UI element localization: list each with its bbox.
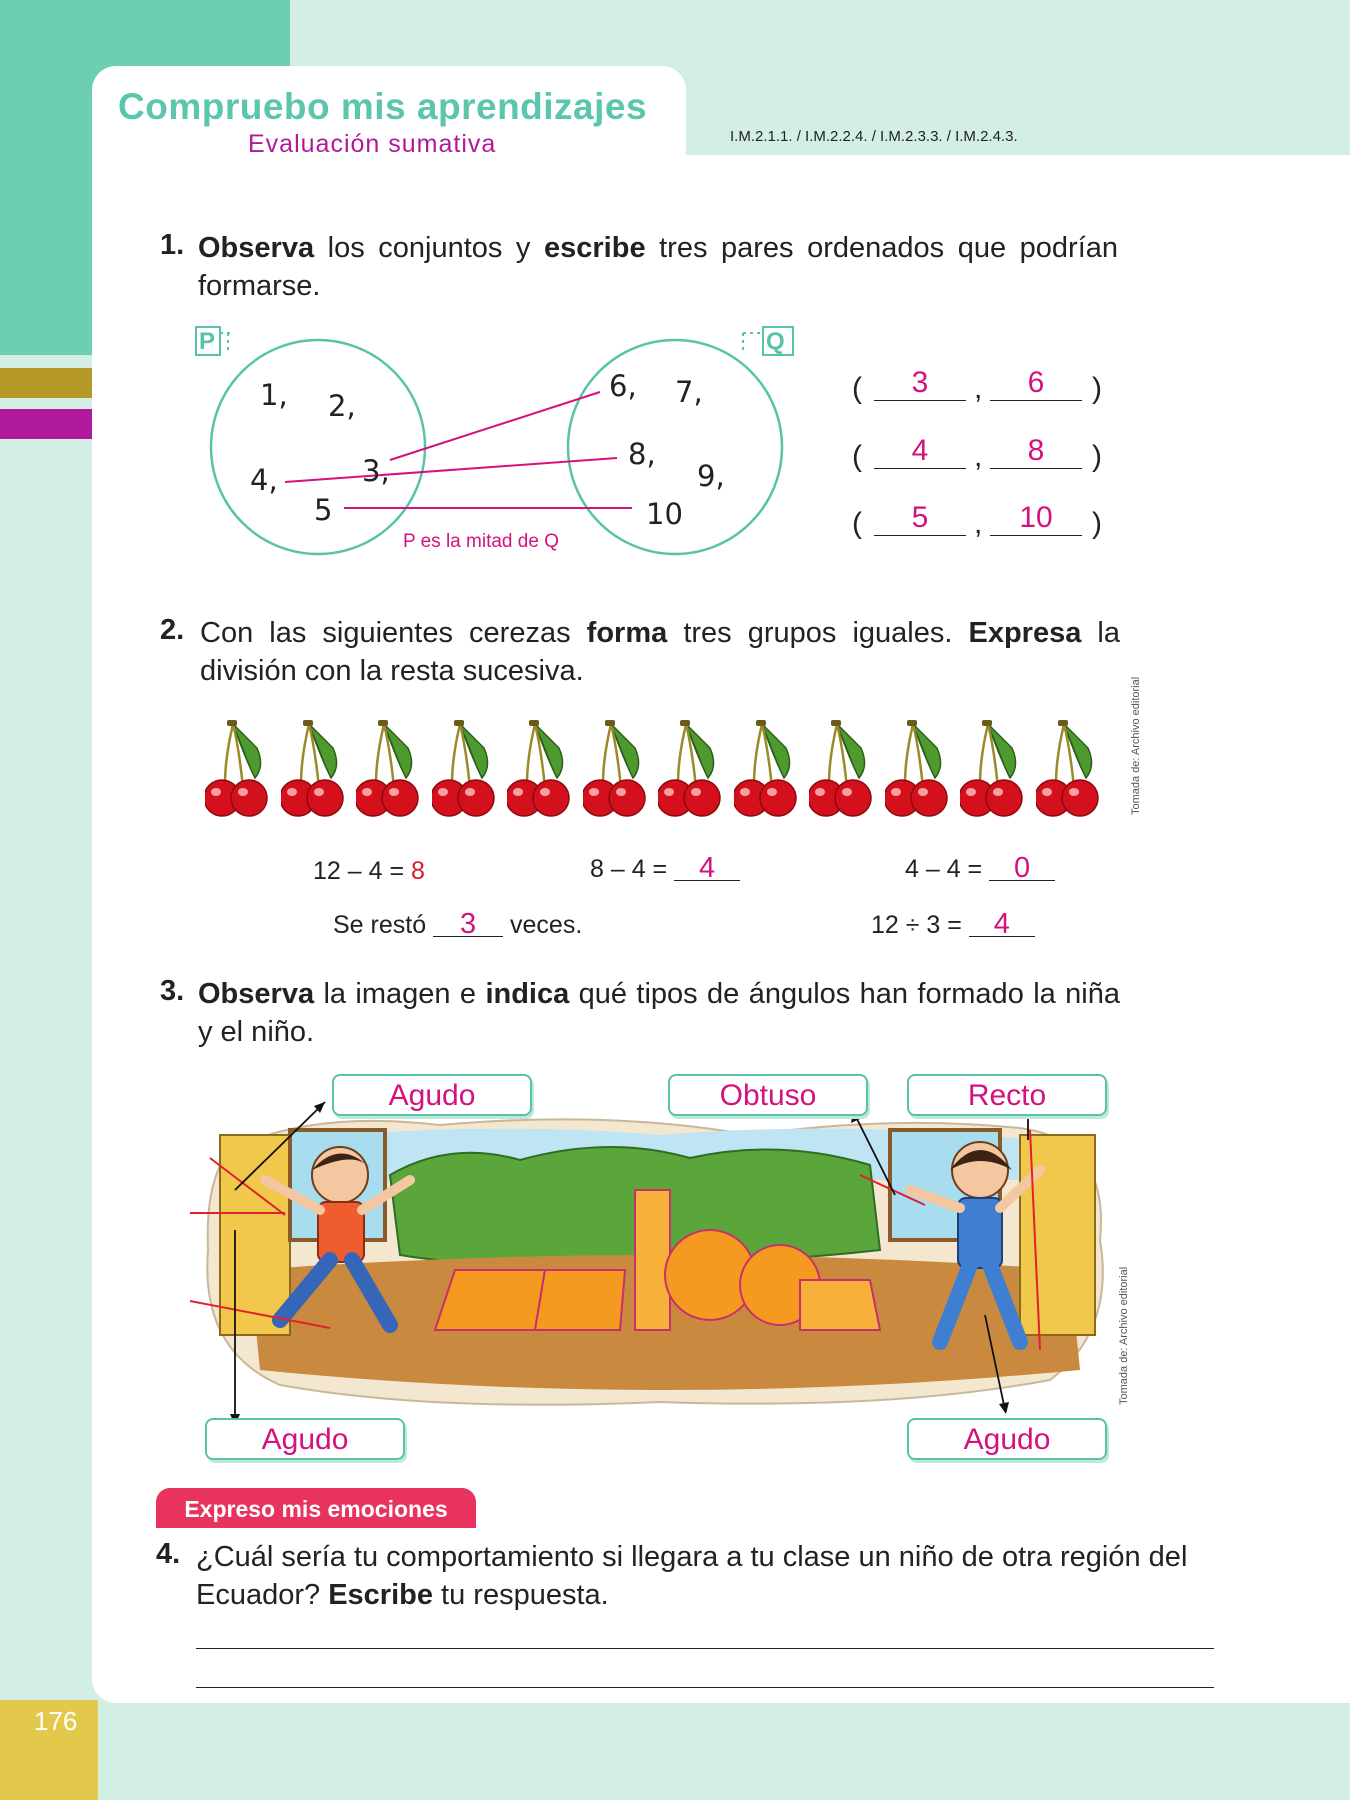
- q3-number: 3.: [160, 975, 185, 1007]
- set-q-element: 7,: [675, 375, 703, 409]
- page-number: 176: [34, 1706, 78, 1736]
- subtraction-2-answer: 4: [674, 856, 740, 881]
- hopscotch-square: [800, 1280, 880, 1330]
- answer-line[interactable]: [196, 1648, 1214, 1649]
- cherry-icon: [583, 718, 647, 818]
- subtraction-3: 4 – 4 = 0: [905, 855, 1055, 884]
- cherry-icon: [281, 718, 345, 818]
- division: 12 ÷ 3 = 4: [871, 911, 1035, 940]
- set-p-element: 4,: [250, 463, 278, 497]
- label-top-right-angle: Recto: [907, 1074, 1107, 1116]
- q1-number: 1.: [160, 229, 185, 261]
- cherry-icon: [658, 718, 722, 818]
- q3-prompt: Observa la imagen e indica qué tipos de ángulos han formado la niña y el niño.: [198, 978, 1120, 1048]
- cherry-icon: [507, 718, 571, 818]
- cherry-icon: [432, 718, 496, 818]
- arrow-4-to-8: [285, 458, 617, 482]
- q4-prompt: ¿Cuál sería tu comportamiento si llegara a tu clase un niño de otra región del Ecuador? Escribe tu respuesta.: [196, 1541, 1188, 1611]
- page-subtitle: Evaluación sumativa: [248, 130, 497, 158]
- q2-number: 2.: [160, 614, 185, 646]
- indicator-codes: I.M.2.1.1. / I.M.2.2.4. / I.M.2.3.3. / I.M.2.4.3.: [730, 128, 1018, 145]
- emotions-tab: Expreso mis emociones: [156, 1488, 476, 1528]
- cherry-icon: [960, 718, 1024, 818]
- set-p-label: P: [199, 328, 216, 355]
- cherry-icon: [1036, 718, 1100, 818]
- subtraction-3-answer: 0: [989, 856, 1055, 881]
- cherry-icon: [734, 718, 798, 818]
- children-angles-illustration: [190, 1080, 1130, 1420]
- cherry-icon: [809, 718, 873, 818]
- pair-first-answer: 4: [874, 438, 966, 469]
- pair-first-answer: 3: [874, 370, 966, 401]
- cherry-row: [205, 718, 1105, 818]
- left-door: [220, 1135, 290, 1335]
- photo-credit: Tomada de: Archivo editorial: [1130, 676, 1142, 815]
- hopscotch-square: [535, 1270, 625, 1330]
- label-bottom-right-angle: Agudo: [907, 1418, 1107, 1460]
- times-subtracted: Se restó 3 veces.: [333, 908, 583, 940]
- ordered-pair: ( 3 , 6 ): [852, 366, 1102, 405]
- label-top-mid-angle: Obtuso: [668, 1074, 868, 1116]
- relation-label: P es la mitad de Q: [403, 531, 559, 552]
- hopscotch-square: [635, 1190, 670, 1330]
- pair-second-answer: 10: [990, 505, 1082, 536]
- set-q-element: 6,: [609, 369, 637, 403]
- pair-second-answer: 8: [990, 438, 1082, 469]
- subtraction-1-answer: 8: [411, 857, 425, 885]
- ordered-pair: ( 5 , 10 ): [852, 501, 1102, 540]
- set-q-element: 10: [646, 497, 683, 531]
- set-q-label: Q: [766, 328, 785, 355]
- subtraction-2: 8 – 4 = 4: [590, 855, 740, 884]
- cherry-icon: [356, 718, 420, 818]
- answer-line[interactable]: [196, 1687, 1214, 1688]
- division-answer: 4: [969, 912, 1035, 937]
- pair-first-answer: 5: [874, 505, 966, 536]
- set-p-element: 1,: [260, 378, 288, 412]
- subtraction-1: 12 – 4 = 8: [313, 857, 425, 885]
- set-p-element: 2,: [328, 389, 356, 423]
- photo-credit: Tomada de: Archivo editorial: [1118, 1266, 1130, 1405]
- page-title: Compruebo mis aprendizajes: [118, 86, 648, 127]
- label-bottom-left-angle: Agudo: [205, 1418, 405, 1460]
- cherry-icon: [885, 718, 949, 818]
- q1-prompt: Observa los conjuntos y escribe tres pares ordenados que podrían formarse.: [198, 232, 1119, 302]
- label-top-left-angle: Agudo: [332, 1074, 532, 1116]
- q2-prompt: Con las siguientes cerezas forma tres grupos iguales. Expresa la división con la resta sucesiva.: [200, 617, 1120, 687]
- venn-sets-diagram: [190, 320, 810, 560]
- hopscotch-square: [435, 1270, 545, 1330]
- q4-number: 4.: [156, 1538, 181, 1570]
- pair-second-answer: 6: [990, 370, 1082, 401]
- gold-stripe: [0, 368, 92, 398]
- times-subtracted-answer: 3: [433, 912, 503, 937]
- set-q-element: 9,: [697, 459, 725, 493]
- set-p-element: 3,: [362, 454, 390, 488]
- set-p-element: 5: [314, 493, 333, 527]
- set-q-element: 8,: [628, 437, 656, 471]
- magenta-stripe: [0, 409, 92, 439]
- ordered-pair: ( 4 , 8 ): [852, 434, 1102, 473]
- cherry-icon: [205, 718, 269, 818]
